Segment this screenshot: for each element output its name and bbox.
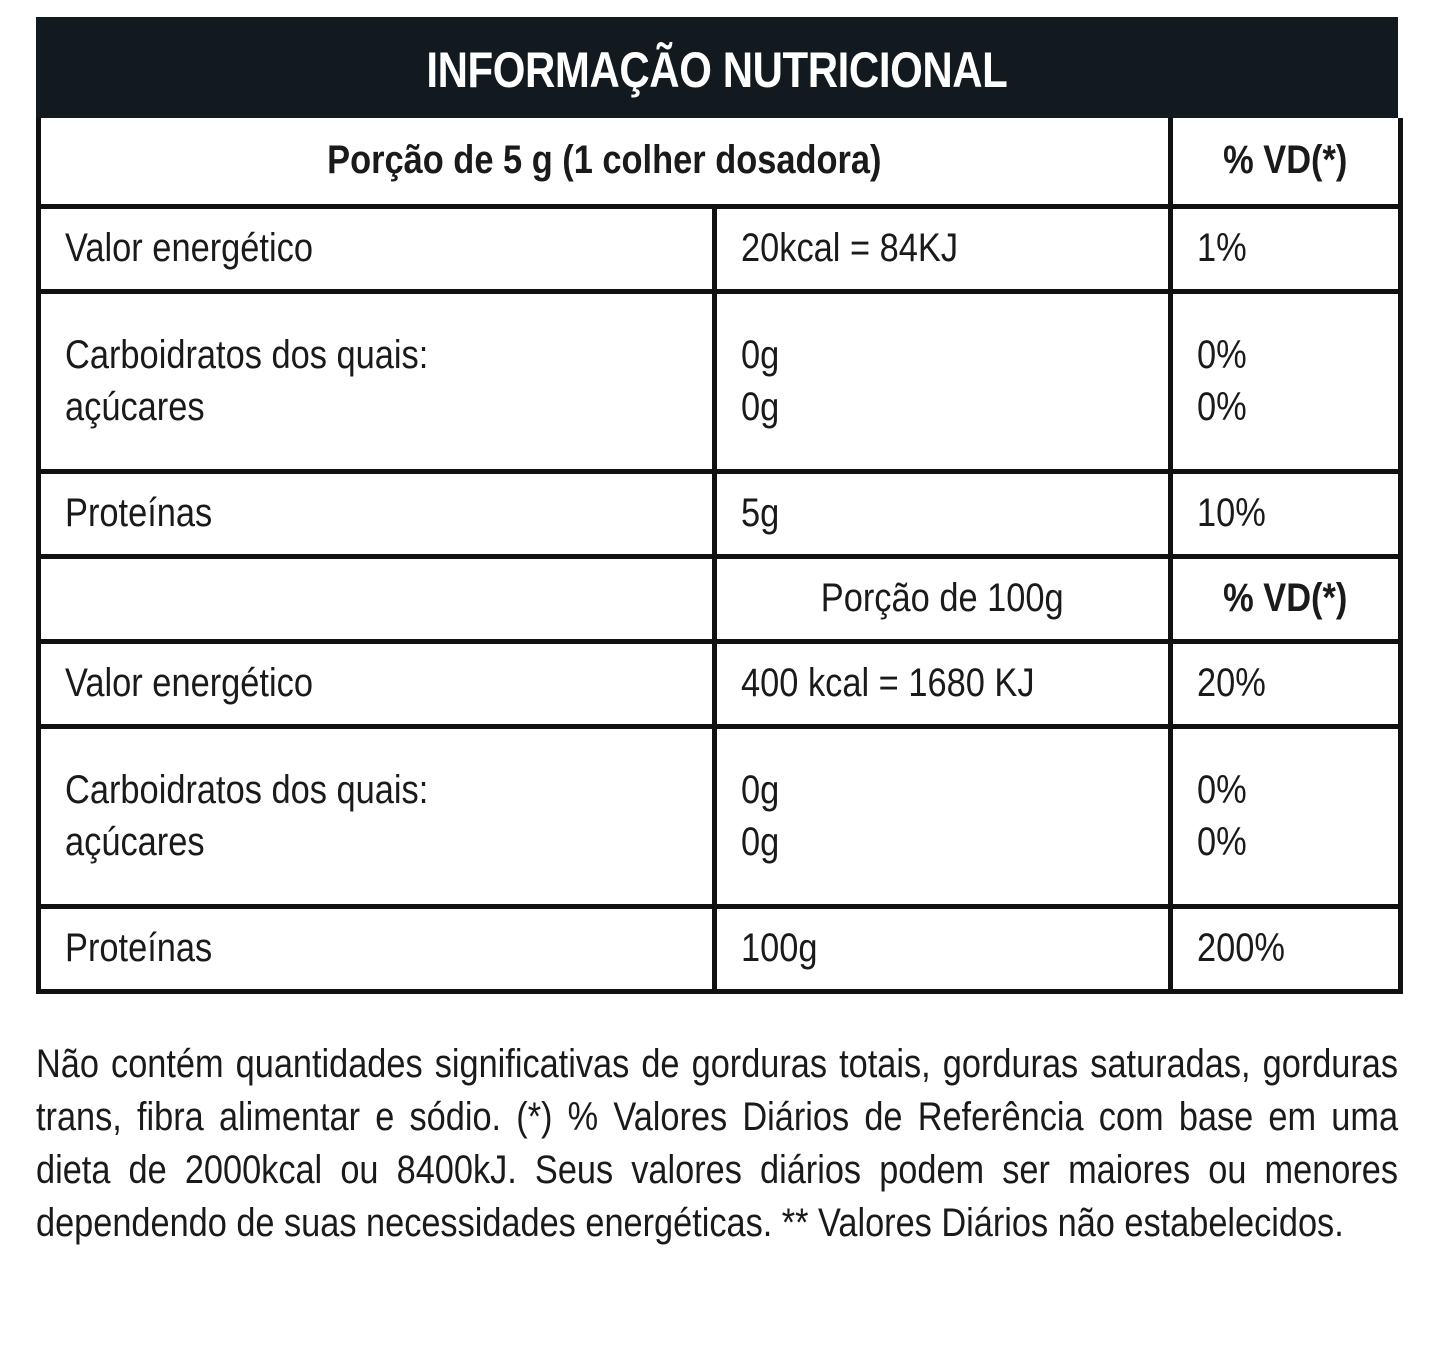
nutrient-amount: 0g 0g [715,291,1171,471]
nutrient-name: Valor energético [39,206,715,291]
footnote [36,1038,1398,1250]
nutrient-vd: 0% 0% [1171,291,1401,471]
nutrient-name: Proteínas [39,471,715,556]
label-title: INFORMAÇÃO NUTRICIONAL [426,41,1008,98]
nutrient-amount: 20kcal = 84KJ [715,206,1171,291]
nutrient-amount: 100g [715,906,1171,991]
nutrient-vd: 10% [1171,471,1401,556]
portion-small-vd-header: % VD(*) [1171,118,1401,206]
nutrient-vd: 200% [1171,906,1401,991]
label-header [36,17,1398,118]
nutrient-vd: 0% 0% [1171,726,1401,906]
table-row [39,906,1401,991]
portion-large-header: Porção de 100g [715,556,1171,641]
table-row [39,726,1401,906]
nutrient-name: Carboidratos dos quais: açúcares [39,726,715,906]
nutrient-name: Carboidratos dos quais: açúcares [39,291,715,471]
nutrient-vd: 20% [1171,641,1401,726]
table-row [39,206,1401,291]
portion-large-vd-header: % VD(*) [1171,556,1401,641]
portion-large-header-row [39,556,1401,641]
nutrient-name: Proteínas [39,906,715,991]
nutrition-table [36,118,1403,994]
nutrition-label [36,17,1398,994]
nutrient-vd: 1% [1171,206,1401,291]
table-row [39,291,1401,471]
table-row [39,471,1401,556]
table-row [39,641,1401,726]
portion-small-header: Porção de 5 g (1 colher dosadora) [39,118,1171,206]
empty-cell [39,556,715,641]
nutrient-amount: 400 kcal = 1680 KJ [715,641,1171,726]
nutrient-name: Valor energético [39,641,715,726]
nutrient-amount: 5g [715,471,1171,556]
nutrient-amount: 0g 0g [715,726,1171,906]
footnote-text: Não contém quantidades significativas de gorduras totais, gorduras saturadas, gorduras trans, fibra alimentar e sódio. (*) % Valores Diários de Referência com base em uma dieta de 2000kcal ou 8400kJ. Seus valores diários podem ser maiores ou menores dependendo de suas necessidades energéticas. ** Valores Diários não estabelecidos. [36,1042,1399,1245]
portion-small-header-row [39,118,1401,206]
